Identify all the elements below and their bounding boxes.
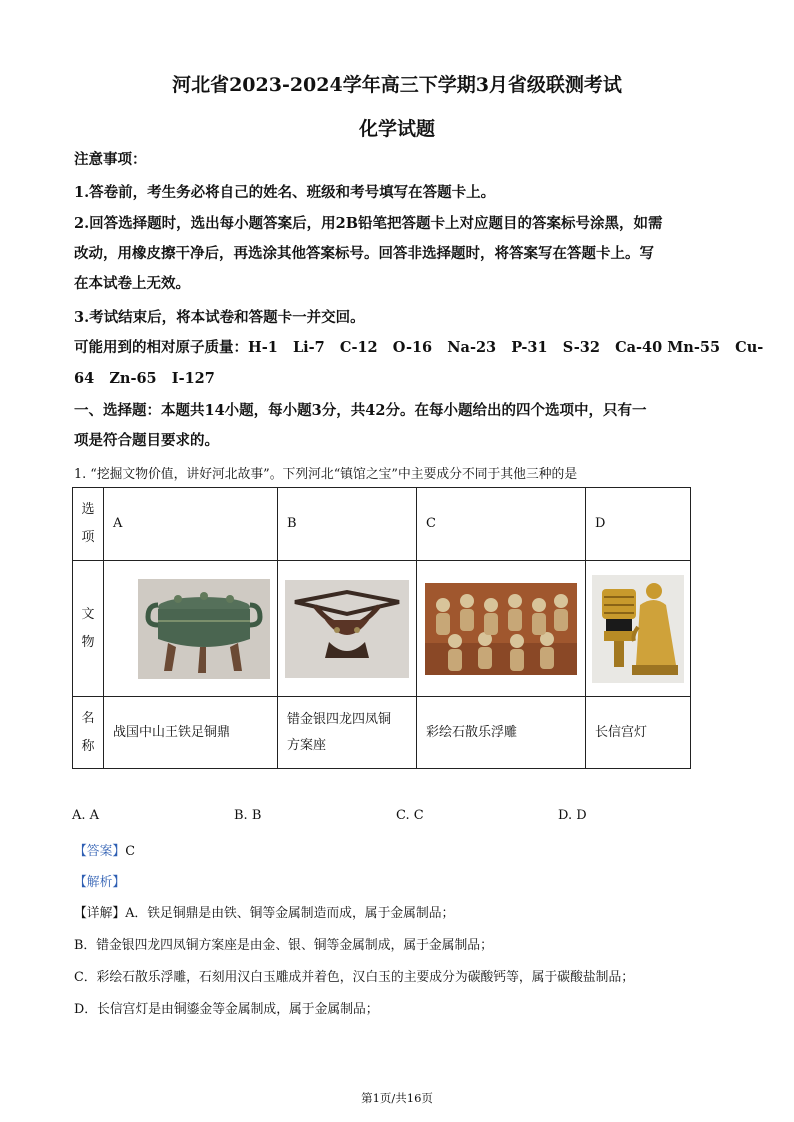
artifact-table	[72, 487, 691, 769]
page-footer: 第1页/共16页	[361, 1091, 433, 1105]
notice-item-1: 1.答卷前，考生务必将自己的姓名、班级和考号填写在答题卡上。	[74, 184, 496, 201]
section-heading-line2: 项是符合题目要求的。	[74, 432, 219, 449]
table-row-options	[73, 488, 691, 561]
bronze-ding-image	[138, 579, 270, 679]
detail-line-c: C．彩绘石散乐浮雕，石刻用汉白玉雕成并着色，汉白玉的主要成分为碳酸钙等，属于碳酸盐制品；	[74, 970, 635, 985]
notice-item-2-end: 在本试卷上无效。	[74, 275, 190, 292]
option-c-label: C	[426, 516, 436, 531]
option-d-label: D	[595, 516, 606, 531]
analysis-tag: 【解析】	[74, 875, 126, 890]
row-label-artifact: 文 物	[73, 561, 104, 697]
notice-heading: 注意事项：	[74, 151, 147, 168]
artifact-name-a: 战国中山王铁足铜鼎	[113, 724, 231, 740]
artifact-name-d: 长信宫灯	[595, 724, 648, 740]
answer-value: C	[125, 844, 135, 859]
section-heading-line1: 一、选择题：本题共14小题，每小题3分，共42分。在每小题给出的四个选项中，只有一	[74, 402, 647, 419]
choice-d: D. D	[558, 808, 587, 823]
atomic-masses-line1: 可能用到的相对原子质量：H-1 Li-7 C-12 O-16 Na-23 P-31 S-32 Ca-40 Mn-55 Cu-	[74, 339, 764, 356]
notice-item-2-cont: 改动，用橡皮擦干净后，再选涂其他答案标号。回答非选择题时，将答案写在答题卡上。写	[74, 245, 654, 262]
choice-b: B. B	[234, 808, 262, 823]
row-label-name: 名 称	[73, 697, 104, 769]
palace-lamp-image	[592, 575, 684, 683]
option-b-label: B	[287, 516, 297, 531]
bronze-stand-image	[285, 580, 409, 678]
exam-subtitle: 化学试题	[358, 118, 435, 140]
stone-relief-image	[425, 583, 577, 675]
detail-line-a: 【详解】A．铁足铜鼎是由铁、铜等金属制造而成，属于金属制品；	[74, 906, 455, 921]
answer-tag: 【答案】	[74, 844, 126, 859]
row-label-option: 选 项	[73, 488, 104, 561]
table-row-names	[73, 697, 691, 769]
table-row-artifacts	[73, 561, 691, 697]
atomic-masses-line2: 64 Zn-65 I-127	[74, 370, 215, 387]
notice-item-2: 2.回答选择题时，选出每小题答案后，用2B铅笔把答题卡上对应题目的答案标号涂黑，如需	[74, 215, 663, 232]
exam-title: 河北省2023-2024学年高三下学期3月省级联测考试	[172, 74, 622, 96]
detail-line-b: B．错金银四龙四凤铜方案座是由金、银、铜等金属制成，属于金属制品；	[74, 938, 493, 953]
artifact-name-b: 错金银四龙四凤铜 方案座	[287, 711, 392, 753]
question-1-stem: 1. “挖掘文物价值，讲好河北故事”。下列河北“镇馆之宝”中主要成分不同于其他三种的是	[74, 467, 578, 482]
detail-line-d: D．长信宫灯是由铜鎏金等金属制成，属于金属制品；	[74, 1002, 379, 1017]
choice-a: A. A	[72, 808, 100, 823]
notice-item-3: 3.考试结束后，将本试卷和答题卡一并交回。	[74, 309, 365, 326]
option-a-label: A	[113, 516, 123, 531]
answer-line	[74, 840, 724, 859]
artifact-name-c: 彩绘石散乐浮雕	[426, 724, 518, 740]
choice-c: C. C	[396, 808, 424, 823]
